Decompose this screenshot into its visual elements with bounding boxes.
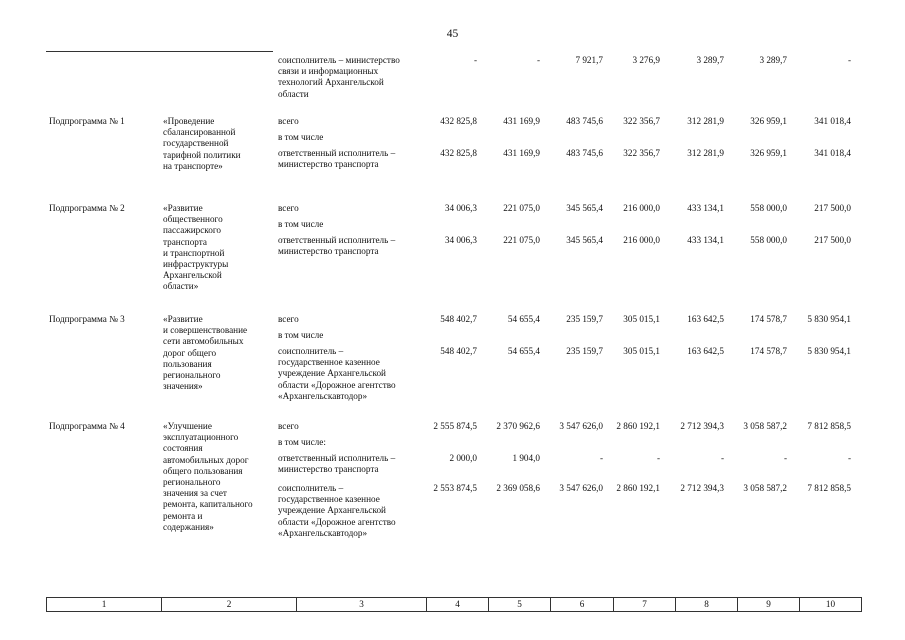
total-value: 3 058 587,2 xyxy=(743,421,787,431)
performer-line: соисполнитель – государственное казенное учреждение Архангельской области «Дорожное агентство «Архангельскавтодор» xyxy=(278,346,396,401)
performer-value: 433 134,1 xyxy=(687,235,724,245)
total-value: 34 006,3 xyxy=(444,203,477,213)
top-row-value: - xyxy=(536,55,540,65)
total-value: 312 281,9 xyxy=(687,116,724,126)
performer-value: 221 075,0 xyxy=(503,235,540,245)
total-value: 326 959,1 xyxy=(750,116,787,126)
total-value: 163 642,5 xyxy=(687,314,724,324)
including-label: в том числе xyxy=(278,330,324,340)
performer-value: 2 000,0 xyxy=(449,453,477,463)
total-value: 174 578,7 xyxy=(750,314,787,324)
total-value: 221 075,0 xyxy=(503,203,540,213)
total-label: всего xyxy=(278,421,299,431)
performer-value: 2 860 192,1 xyxy=(616,483,660,493)
total-value: 548 402,7 xyxy=(440,314,477,324)
performer-value: - xyxy=(599,453,603,463)
total-value: 2 370 962,6 xyxy=(496,421,540,431)
performer-value: 163 642,5 xyxy=(687,346,724,356)
column-number: 10 xyxy=(800,598,862,612)
column-number: 4 xyxy=(427,598,489,612)
column-number-row xyxy=(46,597,862,612)
total-value: 558 000,0 xyxy=(750,203,787,213)
subprogram-label: Подпрограмма № 4 xyxy=(49,421,125,431)
performer-value: 326 959,1 xyxy=(750,148,787,158)
performer-value: 558 000,0 xyxy=(750,235,787,245)
performer-value: 305 015,1 xyxy=(623,346,660,356)
total-value: 216 000,0 xyxy=(623,203,660,213)
column-number: 5 xyxy=(489,598,551,612)
header-rule xyxy=(46,51,273,52)
total-value: 235 159,7 xyxy=(566,314,603,324)
performer-value: - xyxy=(847,453,851,463)
performer-value: 217 500,0 xyxy=(814,235,851,245)
performer-value: - xyxy=(656,453,660,463)
performer-value: 54 655,4 xyxy=(507,346,540,356)
subprogram-label: Подпрограмма № 1 xyxy=(49,116,125,126)
column-number: 2 xyxy=(162,598,297,612)
column-number: 9 xyxy=(738,598,800,612)
total-value: 305 015,1 xyxy=(623,314,660,324)
total-value: 483 745,6 xyxy=(566,116,603,126)
performer-value: 174 578,7 xyxy=(750,346,787,356)
including-label: в том числе xyxy=(278,132,324,142)
total-value: 2 712 394,3 xyxy=(680,421,724,431)
performer-value: 216 000,0 xyxy=(623,235,660,245)
performer-line: ответственный исполнитель – министерство транспорта xyxy=(278,148,396,170)
subprogram-label: Подпрограмма № 3 xyxy=(49,314,125,324)
subprogram-name: «Развитие и совершенствование сети автомобильных дорог общего пользования регионального значения» xyxy=(163,314,248,392)
total-value: 2 860 192,1 xyxy=(616,421,660,431)
total-value: 7 812 858,5 xyxy=(807,421,851,431)
performer-value: 7 812 858,5 xyxy=(807,483,851,493)
subprogram-name: «Улучшение эксплуатационного состояния автомобильных дорог общего пользования регионального значения за счет ремонта, капитального ремонта и содержания» xyxy=(163,421,253,532)
performer-value: 2 712 394,3 xyxy=(680,483,724,493)
total-value: 54 655,4 xyxy=(507,314,540,324)
top-row-value: 7 921,7 xyxy=(575,55,603,65)
total-value: 5 830 954,1 xyxy=(807,314,851,324)
performer-line: ответственный исполнитель – министерство транспорта xyxy=(278,453,396,475)
column-number: 8 xyxy=(676,598,738,612)
performer-value: 345 565,4 xyxy=(566,235,603,245)
subprogram-name: «Развитие общественного пассажирского транспорта и транспортной инфраструктуры Архангельской области» xyxy=(163,203,229,292)
total-value: 345 565,4 xyxy=(566,203,603,213)
top-row-value: 3 289,7 xyxy=(759,55,787,65)
column-number: 3 xyxy=(297,598,427,612)
including-label: в том числе: xyxy=(278,437,326,447)
performer-value: - xyxy=(783,453,787,463)
performer-value: 312 281,9 xyxy=(687,148,724,158)
total-label: всего xyxy=(278,116,299,126)
performer-line: ответственный исполнитель – министерство транспорта xyxy=(278,235,396,257)
total-value: 431 169,9 xyxy=(503,116,540,126)
top-row-value: 3 276,9 xyxy=(632,55,660,65)
total-value: 322 356,7 xyxy=(623,116,660,126)
performer-value: 431 169,9 xyxy=(503,148,540,158)
performer-value: 235 159,7 xyxy=(566,346,603,356)
performer-value: - xyxy=(720,453,724,463)
total-label: всего xyxy=(278,203,299,213)
total-value: 341 018,4 xyxy=(814,116,851,126)
top-row-value: - xyxy=(473,55,477,65)
column-number: 7 xyxy=(614,598,676,612)
top-row-value: - xyxy=(847,55,851,65)
column-number: 6 xyxy=(551,598,614,612)
top-row-value: 3 289,7 xyxy=(696,55,724,65)
performer-value: 322 356,7 xyxy=(623,148,660,158)
subprogram-label: Подпрограмма № 2 xyxy=(49,203,125,213)
total-value: 3 547 626,0 xyxy=(559,421,603,431)
page-number: 45 xyxy=(446,28,459,40)
performer-value: 2 553 874,5 xyxy=(433,483,477,493)
column-number: 1 xyxy=(47,598,162,612)
total-value: 432 825,8 xyxy=(440,116,477,126)
performer-value: 432 825,8 xyxy=(440,148,477,158)
total-value: 217 500,0 xyxy=(814,203,851,213)
performer-value: 3 058 587,2 xyxy=(743,483,787,493)
performer-value: 5 830 954,1 xyxy=(807,346,851,356)
total-value: 2 555 874,5 xyxy=(433,421,477,431)
subprogram-name: «Проведение сбалансированной государственной тарифной политики на транспорте» xyxy=(163,116,241,171)
total-value: 433 134,1 xyxy=(687,203,724,213)
performer-value: 2 369 058,6 xyxy=(496,483,540,493)
including-label: в том числе xyxy=(278,219,324,229)
performer-value: 483 745,6 xyxy=(566,148,603,158)
performer-value: 34 006,3 xyxy=(444,235,477,245)
top-row-performer: соисполнитель – министерство связи и информационных технологий Архангельской области xyxy=(278,55,400,99)
performer-line: соисполнитель – государственное казенное учреждение Архангельской области «Дорожное агентство «Архангельскавтодор» xyxy=(278,483,396,538)
performer-value: 548 402,7 xyxy=(440,346,477,356)
performer-value: 3 547 626,0 xyxy=(559,483,603,493)
performer-value: 341 018,4 xyxy=(814,148,851,158)
total-label: всего xyxy=(278,314,299,324)
performer-value: 1 904,0 xyxy=(512,453,540,463)
